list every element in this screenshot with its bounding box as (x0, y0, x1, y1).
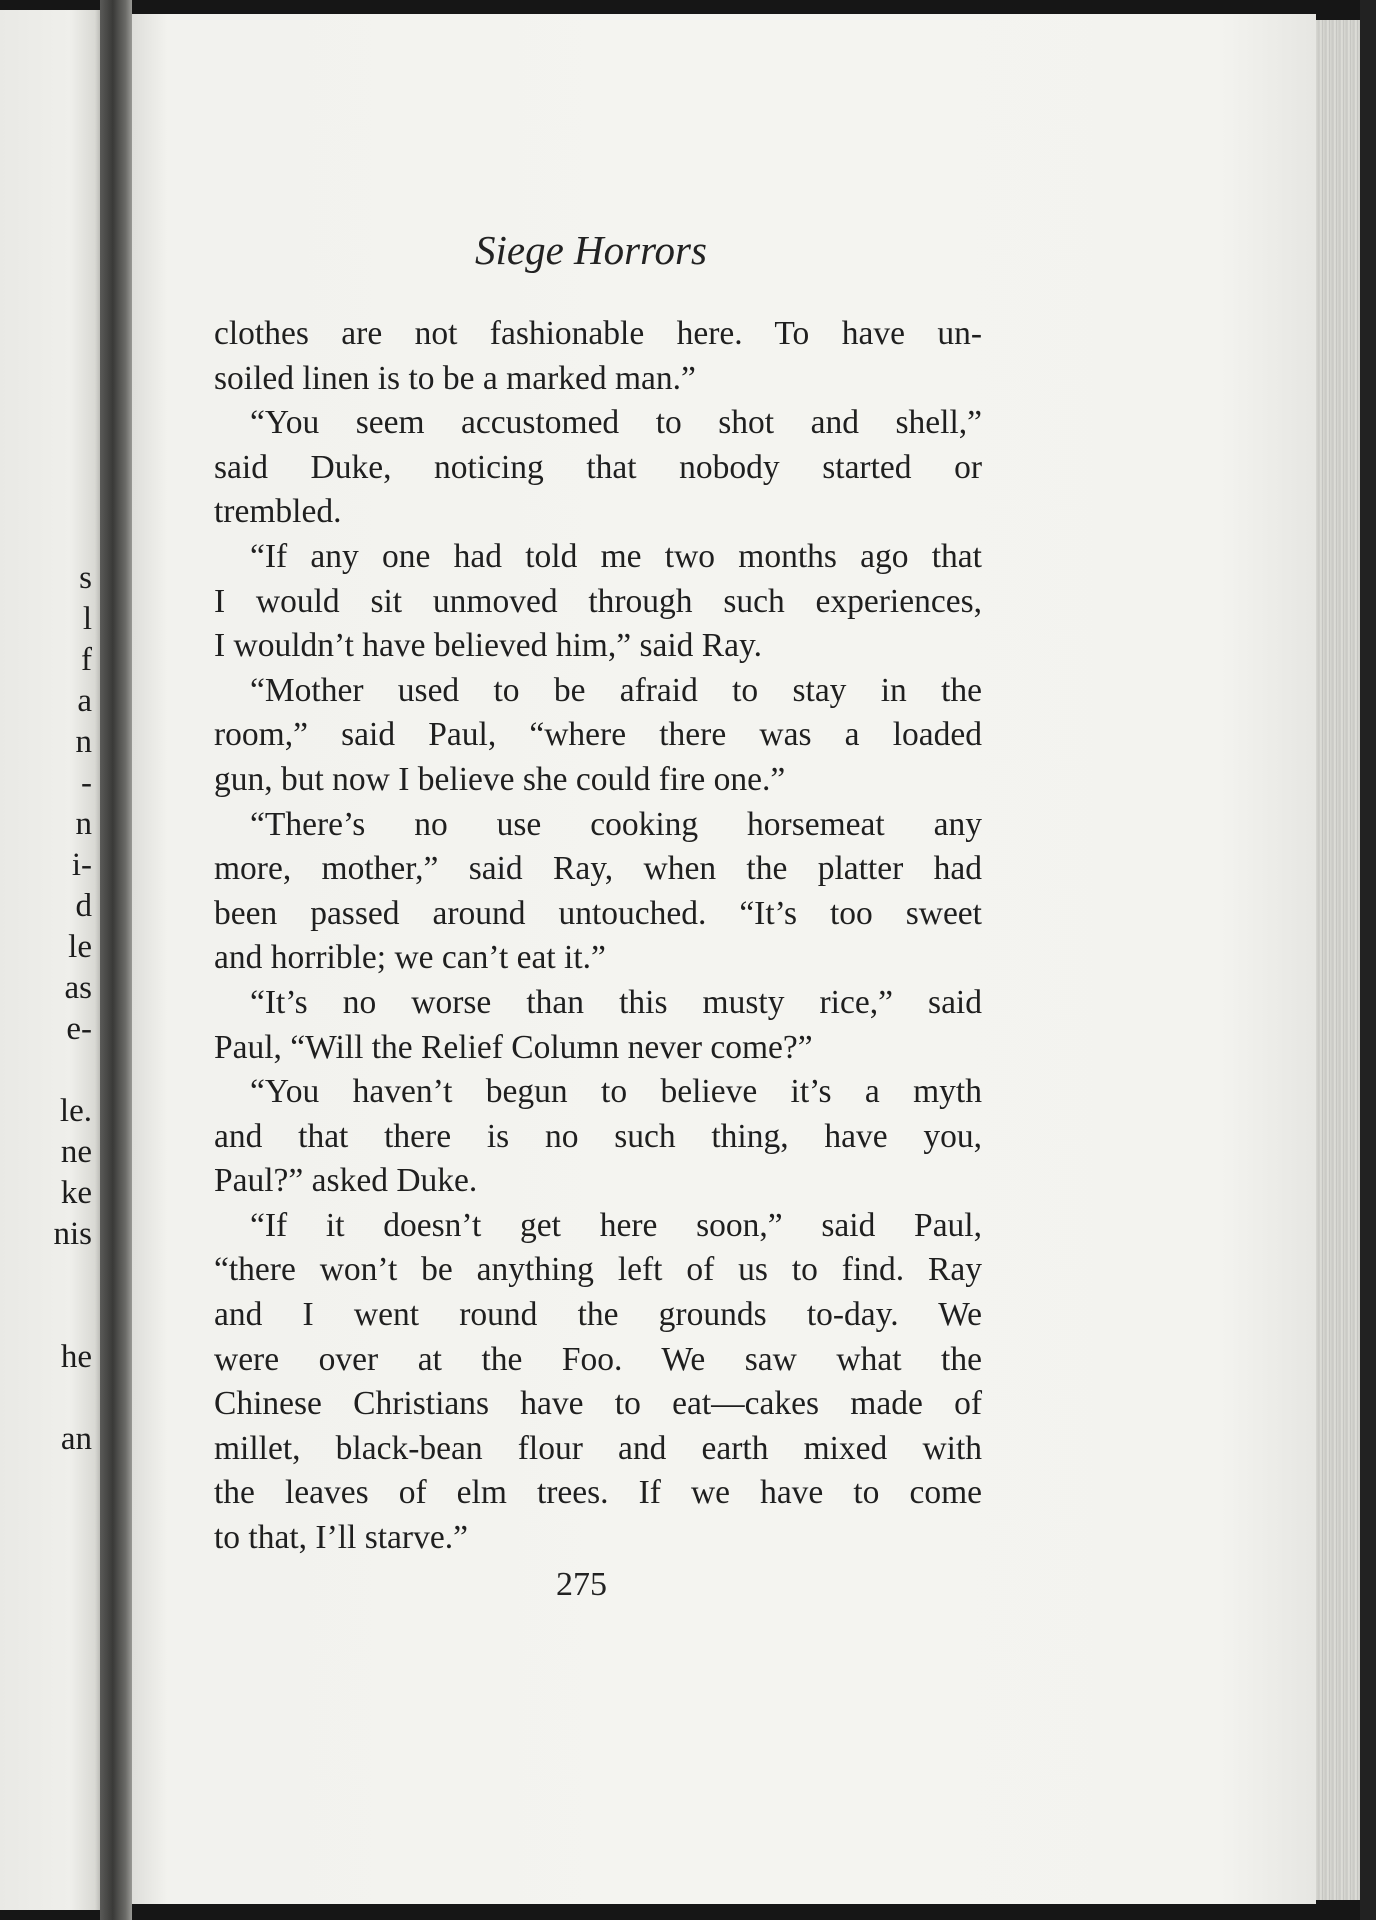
text-line: to that, I’ll starve.” (214, 1519, 468, 1557)
text-line: room,” said Paul, “where there was a loaded (214, 716, 982, 754)
text-line: “If it doesn’t get here soon,” said Paul, (250, 1206, 982, 1244)
text-line: “Mother used to be afraid to stay in the (250, 671, 982, 709)
text-line: I would sit unmoved through such experiences, (214, 582, 982, 620)
text-line: Chinese Christians have to eat—cakes made of (214, 1385, 982, 1423)
left-page-fragment: ke (60, 1175, 92, 1211)
text-line: Paul, “Will the Relief Column never come?” (214, 1028, 813, 1066)
text-line: the leaves of elm trees. If we have to come (214, 1474, 982, 1512)
left-page-fragment: he (60, 1339, 92, 1375)
left-page-fragment: e- (66, 1011, 92, 1047)
left-page-fragment: f (81, 642, 92, 678)
text-line: said Duke, noticing that nobody started or (214, 448, 982, 486)
left-page-fragment: ne (60, 1134, 92, 1170)
left-page-fragment: - (81, 765, 92, 801)
left-page-fragment: an (60, 1421, 92, 1457)
page-edges (1316, 20, 1360, 1900)
text-line: and I went round the grounds to-day. We (214, 1296, 982, 1334)
text-line: “there won’t be anything left of us to find. Ray (214, 1251, 982, 1289)
left-page-fragment: d (75, 888, 92, 924)
page-number: 275 (556, 1566, 607, 1603)
text-line: “It’s no worse than this musty rice,” said (250, 983, 982, 1021)
text-line: “If any one had told me two months ago that (250, 537, 982, 575)
text-line: and that there is no such thing, have you, (214, 1117, 982, 1155)
body-text (214, 312, 982, 1561)
text-line: clothes are not fashionable here. To have un- (214, 315, 982, 352)
text-line: Paul?” asked Duke. (214, 1162, 478, 1200)
book-gutter (100, 0, 132, 1920)
text-line: “You seem accustomed to shot and shell,” (250, 404, 982, 442)
running-head: Siege Horrors (475, 227, 707, 273)
text-line: more, mother,” said Ray, when the platter had (214, 850, 982, 888)
left-page-fragment: a (77, 683, 92, 719)
left-page-fragment: s (79, 560, 92, 596)
text-line: and horrible; we can’t eat it.” (214, 939, 606, 977)
left-page-fragment: nis (53, 1216, 92, 1252)
text-line: trembled. (214, 493, 342, 531)
text-line: “There’s no use cooking horsemeat any (250, 805, 982, 843)
text-line: gun, but now I believe she could fire one.” (214, 760, 786, 798)
left-page-fragment: n (75, 806, 92, 842)
left-page-fragment: n (75, 724, 92, 760)
text-line: millet, black-bean flour and earth mixed with (214, 1429, 982, 1467)
text-line: “You haven’t begun to believe it’s a myth (250, 1073, 982, 1111)
left-page-fragment: as (64, 970, 92, 1006)
scan-border (1360, 0, 1376, 1920)
text-line: soiled linen is to be a marked man.” (214, 359, 696, 397)
left-page-edge (0, 10, 100, 1910)
left-page-fragment: le. (59, 1093, 92, 1129)
left-page-fragment: i- (71, 847, 92, 883)
left-page-fragment: l (82, 601, 92, 637)
text-line: were over at the Foo. We saw what the (214, 1340, 982, 1378)
text-line: I wouldn’t have believed him,” said Ray. (214, 627, 762, 665)
text-line: been passed around untouched. “It’s too sweet (214, 894, 982, 932)
left-page-fragment: le (68, 929, 92, 965)
